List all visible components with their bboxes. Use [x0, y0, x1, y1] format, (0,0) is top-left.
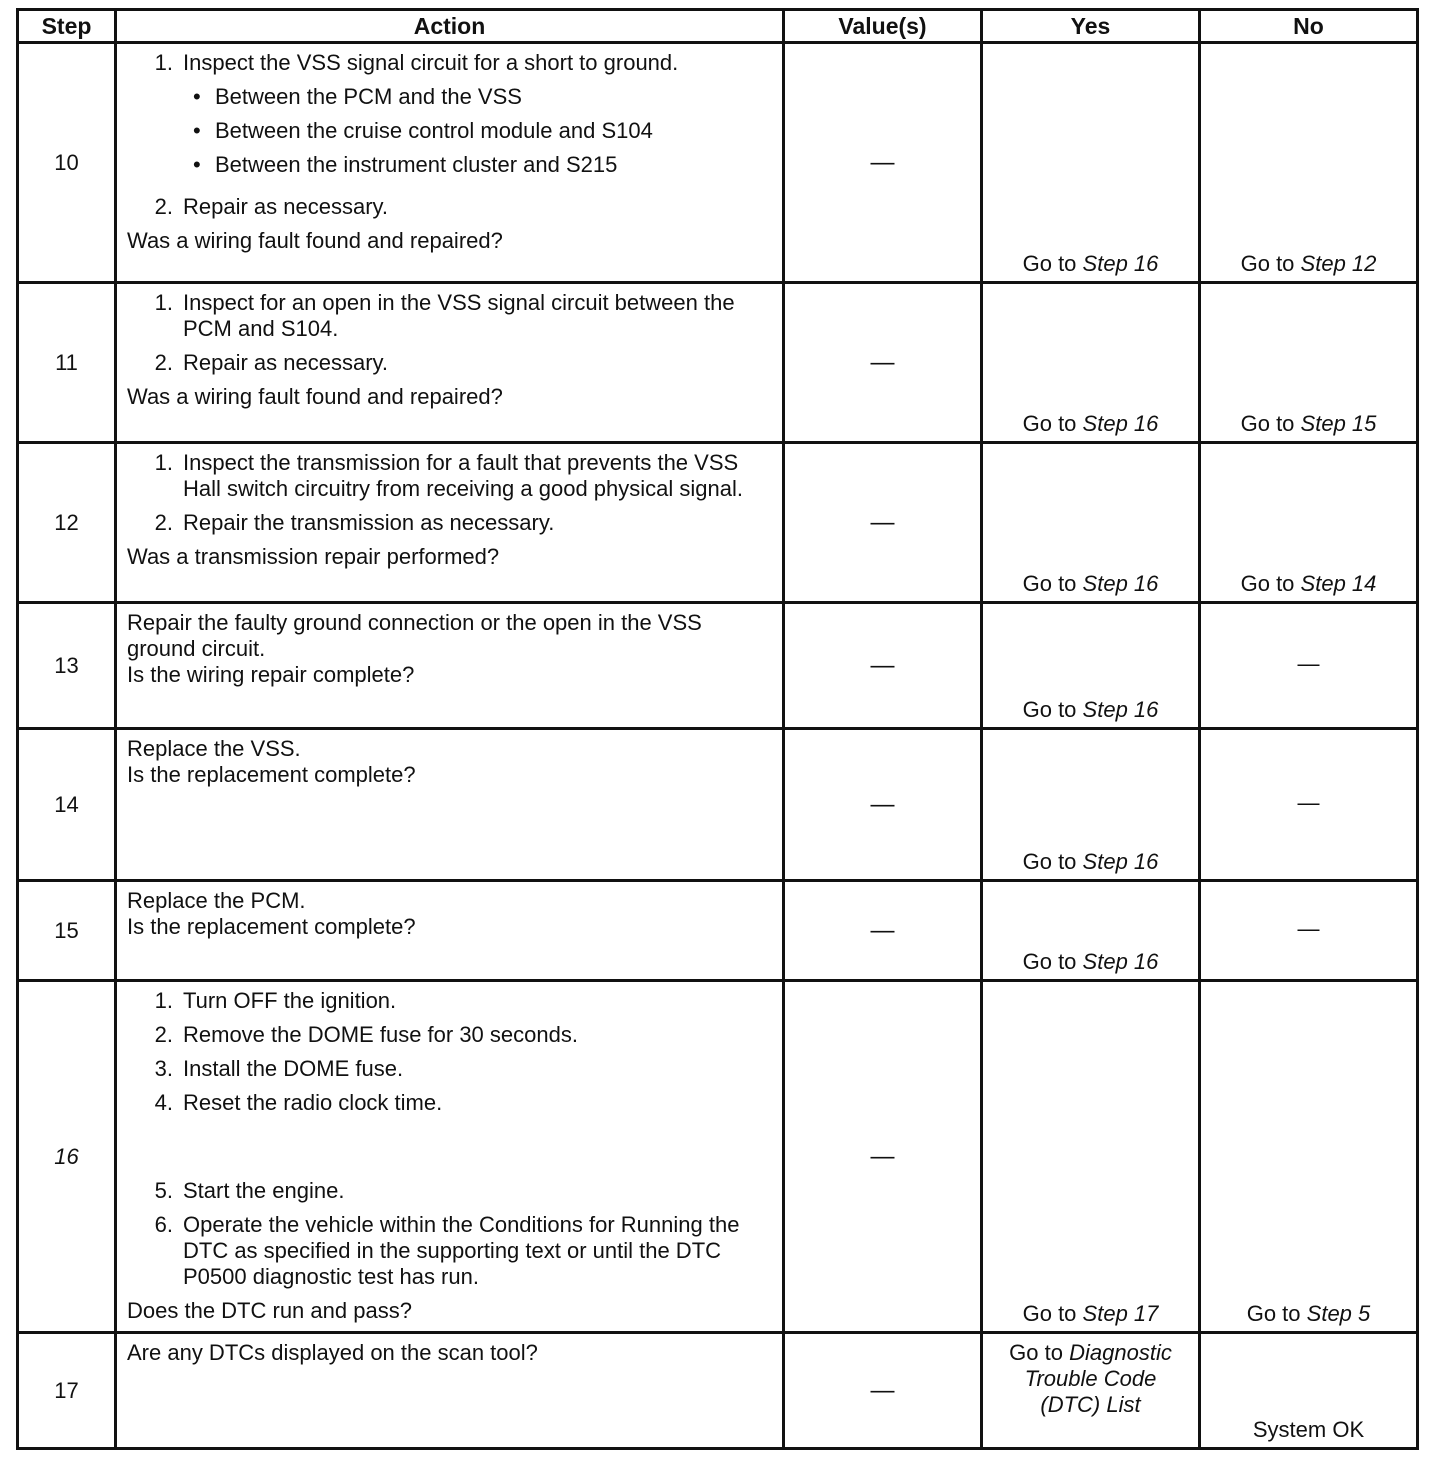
- item-text: Repair as necessary.: [183, 350, 389, 375]
- action-item: [127, 50, 772, 186]
- item-text: Turn OFF the ignition.: [183, 988, 397, 1013]
- value-cell: —: [784, 981, 982, 1333]
- bullet-item: • Between the instrument cluster and S215: [183, 152, 772, 178]
- no-cell: —: [1200, 603, 1418, 729]
- item-number: 2.: [154, 194, 173, 219]
- yes-cell: Go to Step 16: [982, 43, 1200, 283]
- action-cell: [116, 603, 784, 729]
- header-no: No: [1200, 10, 1418, 43]
- value-cell: —: [784, 283, 982, 443]
- table-row: [18, 981, 1418, 1333]
- item-number: 1.: [154, 290, 173, 315]
- action-cell: [116, 283, 784, 443]
- yes-cell: Go to Step 16: [982, 283, 1200, 443]
- value-cell: —: [784, 881, 982, 981]
- action-cell: [116, 443, 784, 603]
- no-link[interactable]: Step 14: [1300, 571, 1377, 596]
- action-item: [127, 194, 772, 220]
- question: Is the wiring repair complete?: [127, 662, 415, 687]
- item-number: 2.: [154, 510, 173, 535]
- action-item: [127, 1022, 772, 1048]
- item-text: Install the DOME fuse.: [183, 1056, 404, 1081]
- header-values: Value(s): [784, 10, 982, 43]
- item-number: 5.: [154, 1178, 173, 1203]
- question: Was a wiring fault found and repaired?: [127, 228, 503, 253]
- item-text: Repair the transmission as necessary.: [183, 510, 555, 535]
- action-item: [127, 1056, 772, 1082]
- action-item: [127, 1090, 772, 1116]
- no-cell: —: [1200, 881, 1418, 981]
- question: Was a transmission repair performed?: [127, 544, 500, 569]
- header-row: [18, 10, 1418, 43]
- step-number: 16: [18, 981, 116, 1333]
- diagnostic-table: [16, 8, 1419, 1450]
- header-step: Step: [18, 10, 116, 43]
- question: Are any DTCs displayed on the scan tool?: [127, 1340, 538, 1365]
- table-row: [18, 603, 1418, 729]
- bullet-item: • Between the PCM and the VSS: [183, 84, 772, 110]
- action-text: Repair the faulty ground connection or the open in the VSS ground circuit.: [127, 610, 702, 661]
- item-text: Operate the vehicle within the Conditions for Running the DTC as specified in the supporting text or until the DTC P0500 diagnostic test has run.: [183, 1212, 740, 1289]
- action-item: [127, 290, 772, 342]
- yes-link[interactable]: Step 16: [1082, 849, 1159, 874]
- yes-cell: Go to Step 16: [982, 603, 1200, 729]
- yes-cell: Go to Step 16: [982, 729, 1200, 881]
- action-cell: [116, 729, 784, 881]
- item-text: Repair as necessary.: [183, 194, 389, 219]
- action-item: [127, 988, 772, 1014]
- action-item: [127, 1178, 772, 1204]
- table-row: [18, 1333, 1418, 1449]
- item-number: 1.: [154, 450, 173, 475]
- yes-link[interactable]: Step 16: [1082, 697, 1159, 722]
- step-number: 11: [18, 283, 116, 443]
- header-action: Action: [116, 10, 784, 43]
- no-cell: Go to Step 5: [1200, 981, 1418, 1333]
- no-cell: Go to Step 15: [1200, 283, 1418, 443]
- item-text: Reset the radio clock time.: [183, 1090, 443, 1115]
- yes-link[interactable]: Step 16: [1082, 411, 1159, 436]
- yes-link[interactable]: Diagnostic Trouble Code (DTC) List: [1024, 1340, 1172, 1417]
- action-cell: [116, 881, 784, 981]
- value-cell: —: [784, 729, 982, 881]
- table-row: [18, 881, 1418, 981]
- yes-link[interactable]: Step 16: [1082, 251, 1159, 276]
- no-cell: —: [1200, 729, 1418, 881]
- item-text: Inspect for an open in the VSS signal circuit between the PCM and S104.: [183, 290, 735, 341]
- item-text: Inspect the VSS signal circuit for a short to ground.: [183, 50, 679, 75]
- no-cell: System OK: [1200, 1333, 1418, 1449]
- question: Was a wiring fault found and repaired?: [127, 384, 503, 409]
- value-cell: —: [784, 1333, 982, 1449]
- value-cell: —: [784, 43, 982, 283]
- item-number: 3.: [154, 1056, 173, 1081]
- header-yes: Yes: [982, 10, 1200, 43]
- action-item: [127, 1212, 772, 1290]
- yes-cell: Go to Step 17: [982, 981, 1200, 1333]
- table-row: [18, 729, 1418, 881]
- step-number: 12: [18, 443, 116, 603]
- item-number: 6.: [154, 1212, 173, 1237]
- item-number: 4.: [154, 1090, 173, 1115]
- table-row: [18, 43, 1418, 283]
- item-number: 1.: [154, 50, 173, 75]
- yes-cell: Go to Diagnostic Trouble Code (DTC) List: [982, 1333, 1200, 1449]
- item-number: 2.: [154, 350, 173, 375]
- value-cell: —: [784, 603, 982, 729]
- yes-link[interactable]: Step 16: [1082, 571, 1159, 596]
- table-row: [18, 443, 1418, 603]
- item-number: 2.: [154, 1022, 173, 1047]
- value-cell: —: [784, 443, 982, 603]
- no-link[interactable]: Step 5: [1306, 1301, 1371, 1326]
- step-number: 14: [18, 729, 116, 881]
- action-item: [127, 350, 772, 376]
- item-text: Remove the DOME fuse for 30 seconds.: [183, 1022, 578, 1047]
- action-cell: [116, 981, 784, 1333]
- action-text: Replace the PCM.: [127, 888, 306, 913]
- question: Is the replacement complete?: [127, 914, 416, 939]
- item-text: Inspect the transmission for a fault that prevents the VSS Hall switch circuitry from receiving a good physical signal.: [183, 450, 743, 501]
- no-cell: Go to Step 14: [1200, 443, 1418, 603]
- table-row: [18, 283, 1418, 443]
- step-number: 15: [18, 881, 116, 981]
- item-text: Start the engine.: [183, 1178, 345, 1203]
- action-text: Replace the VSS.: [127, 736, 301, 761]
- question: Is the replacement complete?: [127, 762, 416, 787]
- action-item: [127, 450, 772, 502]
- action-cell: [116, 1333, 784, 1449]
- step-number: 13: [18, 603, 116, 729]
- no-link[interactable]: Step 15: [1300, 411, 1377, 436]
- bullet-item: • Between the cruise control module and S104: [183, 118, 772, 144]
- step-number: 10: [18, 43, 116, 283]
- yes-link[interactable]: Step 17: [1082, 1301, 1159, 1326]
- yes-cell: Go to Step 16: [982, 443, 1200, 603]
- item-number: 1.: [154, 988, 173, 1013]
- no-link[interactable]: Step 12: [1300, 251, 1377, 276]
- step-number: 17: [18, 1333, 116, 1449]
- question: Does the DTC run and pass?: [127, 1298, 412, 1323]
- action-cell: [116, 43, 784, 283]
- action-item: [127, 510, 772, 536]
- yes-cell: Go to Step 16: [982, 881, 1200, 981]
- yes-link[interactable]: Step 16: [1082, 949, 1159, 974]
- no-cell: Go to Step 12: [1200, 43, 1418, 283]
